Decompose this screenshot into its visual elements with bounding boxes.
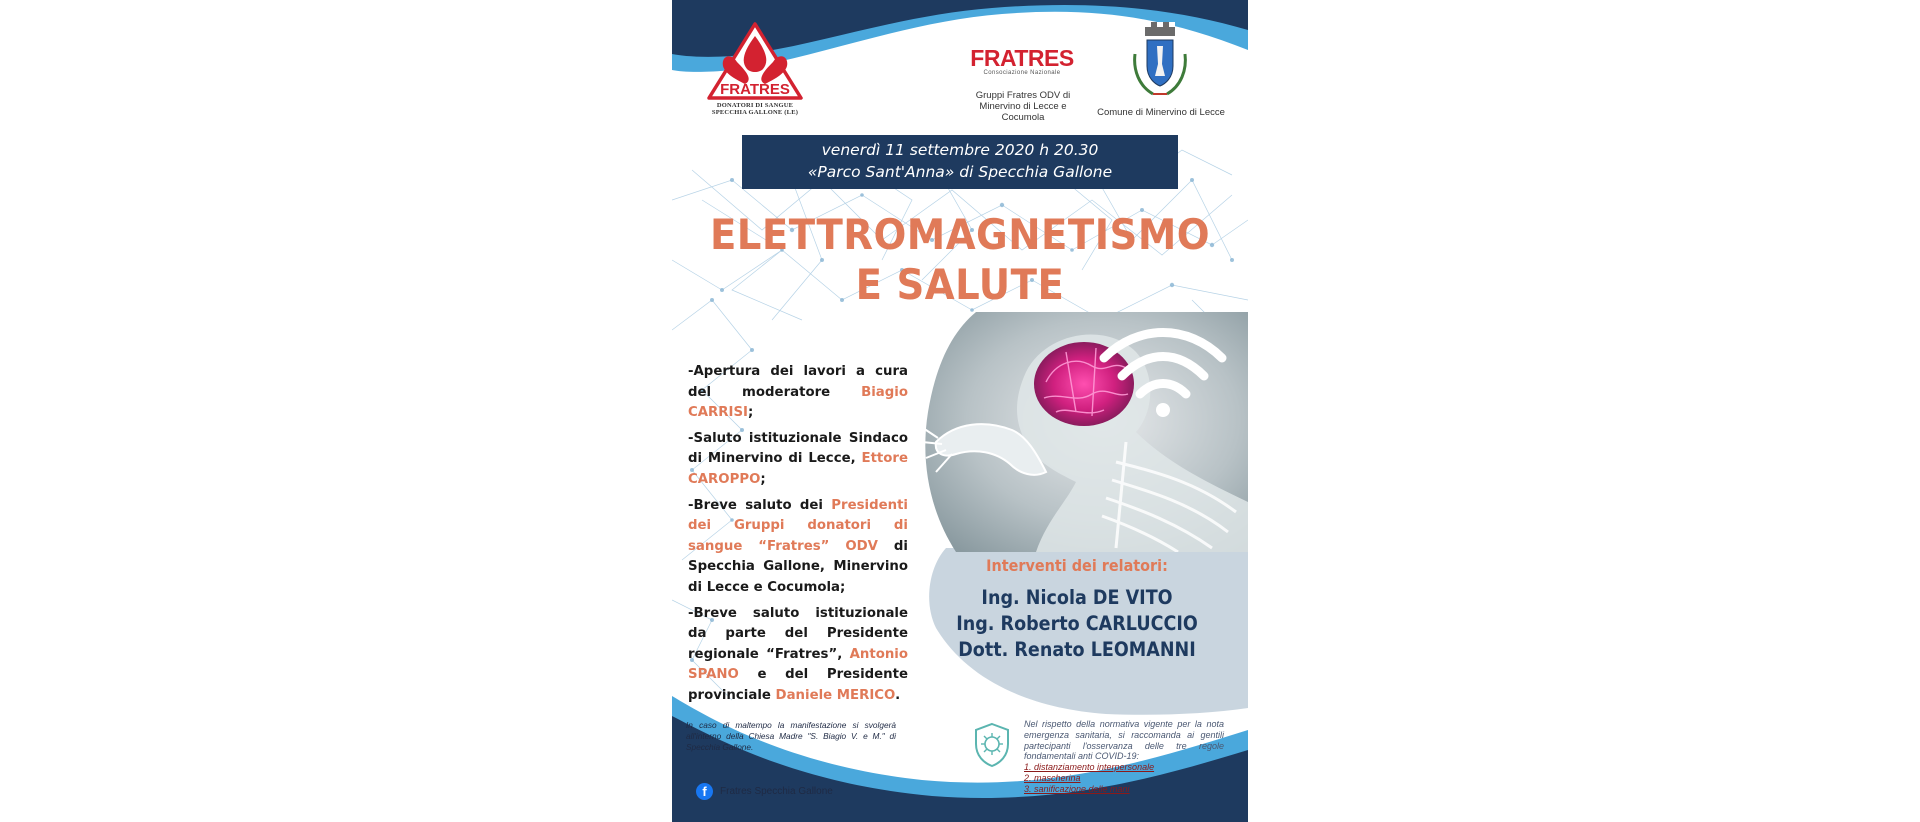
covid-rule-3: 3. sanificazione delle mani [1024,783,1130,794]
agenda-text: di Specchia Gallone, Minervino di Lecce e Cocumola; [688,538,908,595]
agenda-highlight-name: Daniele MERICO [775,687,896,703]
agenda-highlight-name: Biagio CARRISI [688,384,908,421]
agenda-highlight-name: Ettore CAROPPO [688,451,908,487]
agenda-item [688,496,908,599]
agenda-text: -Breve saluto dei [688,497,832,513]
event-place: «Parco Sant'Anna» di Specchia Gallone [807,163,1113,181]
poster-title [672,210,1248,310]
covid-rule-2: 2. mascherina [1024,772,1081,783]
fratres-logo-word: FRATRES [720,81,790,98]
coat-of-arms-icon [1127,20,1193,102]
comune-caption: Comune di Minervino di Lecce [1097,107,1225,118]
covid-rule-1: 1. distanziamento interpersonale [1024,762,1155,773]
facebook-link[interactable] [696,782,833,800]
event-poster [672,0,1248,822]
bad-weather-note: In caso di maltempo la manifestazione si svolgerà all'interno della Chiesa Madre "S. Biagio V. e M." di Specchia Gallone. [686,720,896,752]
agenda-highlight-name: Antonio SPANO [688,646,908,683]
speaker-3: Dott. Renato LEOMANNI [958,638,1196,661]
agenda-text: -Saluto istituzionale Sindaco di Minervino di Lecce, [688,430,908,467]
agenda-item [688,429,908,491]
fratres-odv-caption: Gruppi Fratres ODV di Minervino di Lecce e Cocumola [975,90,1071,123]
agenda-text: ; [748,405,754,421]
wifi-dot [1156,403,1170,417]
agenda-text: -Breve saluto istituzionale da parte del Presidente regionale “Fratres”, [688,605,908,662]
event-date: venerdì 11 settembre 2020 h 20.30 [821,141,1099,159]
agenda-highlight-name: Presidenti dei Gruppi donatori di sangue “Fratres” ODV [688,497,908,554]
agenda-item [688,362,908,424]
speaker-1: Ing. Nicola DE VITO [981,586,1173,609]
agenda-text: e del Presidente provinciale [688,667,908,703]
fratres-triangle-icon [707,22,803,102]
fratres-national-logo [962,46,1082,77]
fratres-national-subtitle: Consociazione Nazionale [983,70,1061,76]
logo-subtitle-line2: SPECCHIA GALLONE (LE) [711,109,799,116]
covid-intro: Nel rispetto della normativa vigente per la nota emergenza sanitaria, si raccomanda ai gentili partecipanti l'osservanza delle tre regole fondamentali anti COVID-19: [1024,719,1224,762]
facebook-icon[interactable]: f [696,783,713,800]
agenda-text: ; [760,471,766,487]
agenda-text: . [895,687,901,703]
shield-virus-icon [974,722,1010,768]
speakers-panel [906,550,1248,710]
agenda-text: -Apertura dei lavori a cura del moderatore [688,364,908,400]
speaker-2: Ing. Roberto CARLUCCIO [956,612,1198,635]
covid-rules [1024,762,1224,794]
fratres-national-word: FRATRES [970,45,1074,71]
agenda-list [688,362,908,712]
agenda-item [688,604,908,707]
event-info-box [742,135,1178,189]
title-line2: E SALUTE [855,260,1065,309]
title-line1: ELETTROMAGNETISMO [709,210,1211,259]
covid-notice [1024,719,1224,795]
facebook-page-name[interactable]: Fratres Specchia Gallone [720,785,833,797]
brain-xray-illustration [916,312,1248,552]
logo-subtitle-line1: DONATORI DI SANGUE [716,102,794,109]
speakers-heading: Interventi dei relatori: [986,556,1168,575]
fratres-specchia-logo [706,22,804,122]
